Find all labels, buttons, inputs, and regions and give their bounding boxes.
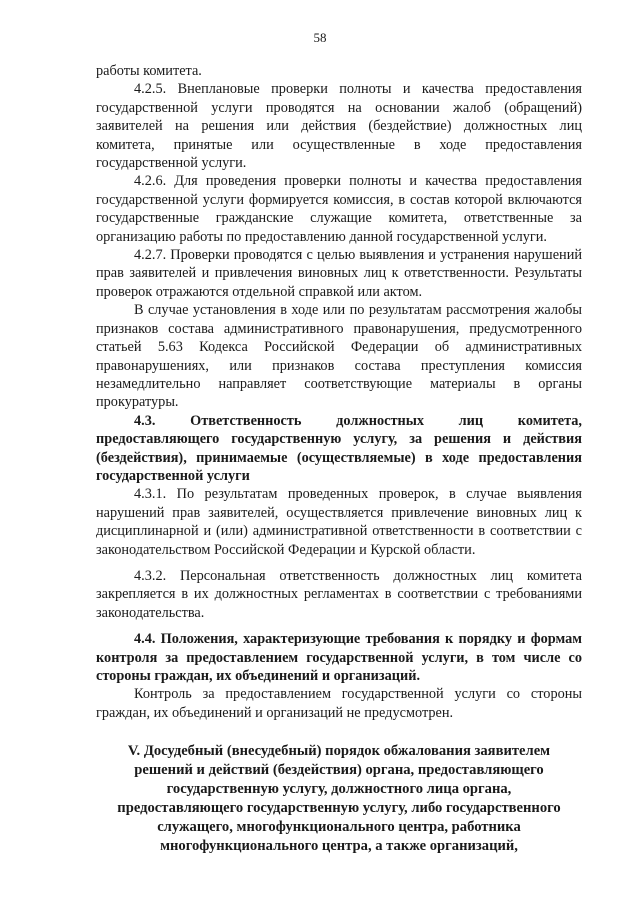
- paragraph-4-3-1: 4.3.1. По результатам проведенных проверок, в случае выявления нарушений прав заявителей, осуществляется привлечение виновных лиц к дисциплинарной и (или) административной ответственности в соответствии с законодательством Российской Федерации и Курской области.: [96, 486, 582, 558]
- paragraph-continuation: работы комитета.: [96, 63, 202, 79]
- section-title-line: государственную услугу, должностного лица органа,: [166, 781, 512, 798]
- heading-4-4: 4.4. Положения, характеризующие требования к порядку и формам контроля за предоставлением государственной услуги, в том числе со стороны граждан, их объединений и организаций.: [96, 631, 582, 684]
- paragraph-4-2-5: 4.2.5. Внеплановые проверки полноты и качества предоставления государственной услуги проводятся на основании жалоб (обращений) заявителей на решения или действия (бездействие) должностных лиц комитета, принятые или осуществленные в ходе предоставления государственной услуги.: [96, 81, 582, 172]
- section-title-line: решений и действий (бездействия) органа, предоставляющего: [134, 762, 544, 779]
- document-body: [96, 62, 582, 856]
- paragraph-control: Контроль за предоставлением государственной услуги со стороны граждан, их объединений и организаций не предусмотрен.: [96, 686, 582, 721]
- paragraph-4-2-6: 4.2.6. Для проведения проверки полноты и качества предоставления государственной услуги формируется комиссия, в состав которой включаются государственные гражданские служащие комитета, ответственные за организацию работы по предоставлению данной государственной услуги.: [96, 173, 582, 245]
- section-title-line: V. Досудебный (внесудебный) порядок обжалования заявителем: [127, 743, 551, 760]
- paragraph-4-2-7: 4.2.7. Проверки проводятся с целью выявления и устранения нарушений прав заявителей и привлечения виновных лиц к ответственности. Результаты проверок отражаются отдельной справкой или актом.: [96, 247, 582, 300]
- paragraph-prosecution: В случае установления в ходе или по результатам рассмотрения жалобы признаков состава административного правонарушения, предусмотренного статьей 5.63 Кодекса Российской Федерации об административных правонарушениях, или признаков состава преступления комиссия незамедлительно направляет соответствующие материалы в органы прокуратуры.: [96, 302, 582, 411]
- section-title-line: многофункционального центра, а также организаций,: [160, 838, 518, 855]
- section-title-line: предоставляющего государственную услугу, либо государственного: [117, 800, 561, 817]
- page-number: 58: [313, 30, 327, 45]
- paragraph-4-3-2: 4.3.2. Персональная ответственность должностных лиц комитета закрепляется в их должностных регламентах в соответствии с требованиями законодательства.: [96, 567, 582, 621]
- heading-4-3: 4.3. Ответственность должностных лиц комитета, предоставляющего государственную услугу, за решения и действия (бездействия), принимаемые (осуществляемые) в ходе предоставления государственной услуги: [96, 412, 582, 484]
- section-title-line: служащего, многофункционального центра, работника: [157, 819, 521, 836]
- section-v-title: [96, 742, 582, 856]
